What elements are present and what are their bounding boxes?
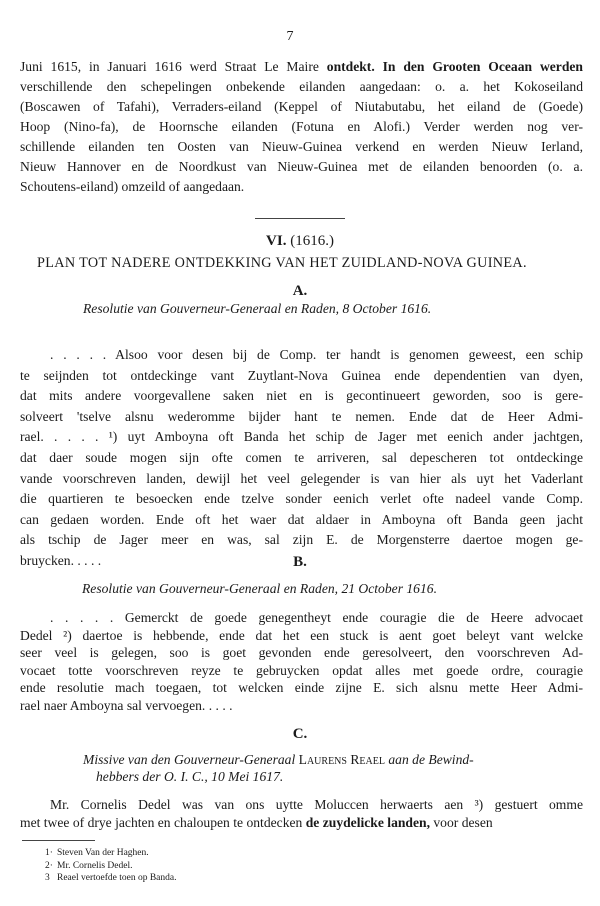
text-segment: met twee of drye jachten en chaloupen te ontdecken xyxy=(20,815,306,830)
part-a-source: Resolutie van Gouverneur-Generaal en Raden, 8 October 1616. xyxy=(83,301,432,316)
text-line: Schoutens-eiland) omzeild of aangedaan. xyxy=(20,179,245,194)
part-b-source: Resolutie van Gouverneur-Generaal en Raden, 21 October 1616. xyxy=(82,581,437,596)
footnote-2 xyxy=(45,860,177,873)
intro-paragraph xyxy=(20,57,583,197)
footnote-text: Mr. Cornelis Dedel. xyxy=(57,860,133,871)
section-heading xyxy=(0,233,600,250)
text-line: Nieuw Hannover en de Noordkust van Nieuw-Guinea met de eilanden benoorden (o. a. xyxy=(20,159,583,174)
source-text: Missive van den Gouverneur-Generaal xyxy=(83,752,299,767)
text-line: rael. . . . . ¹) uyt Amboyna oft Banda het schip de Jager met eenich ander jachtgen, xyxy=(20,429,583,445)
bold-text: ontdekt. In den Grooten Oceaan werden xyxy=(326,59,583,74)
section-year: (1616.) xyxy=(290,233,334,249)
footnote-text: Steven Van der Haghen. xyxy=(57,848,149,858)
footnote-3 xyxy=(45,872,177,885)
part-b-letter: B. xyxy=(293,554,307,570)
part-c-letter: C. xyxy=(292,726,308,742)
footnote-number: 1· xyxy=(45,848,53,858)
text-line: Hoop (Nino-fa), de Hoornsche eilanden (Fotuna en Alofi.) Verder werden nog ver- xyxy=(20,119,583,134)
text-line: rael naer Amboyna sal vervoegen. . . . . xyxy=(20,697,233,713)
footnotes xyxy=(45,847,177,885)
text-line: Dedel ²) daertoe is hebbende, ende dat het een stuck is aent goet beleyt vant welcke xyxy=(20,627,583,643)
part-a-paragraph xyxy=(20,345,583,572)
footnote-number: 3 xyxy=(45,873,50,884)
part-b-paragraph xyxy=(20,609,583,715)
text-segment: voor desen xyxy=(429,815,493,830)
text-line: schillende eilanden ten Oosten van Nieuw-Guinea verkend en werden Nieuw Ierland, xyxy=(20,139,583,154)
page-number: 7 xyxy=(286,29,294,44)
part-c-source-line-1 xyxy=(83,752,474,768)
part-c-paragraph xyxy=(20,796,583,832)
footnote-1 xyxy=(45,847,177,860)
text-line: vande voorschreven landen, dewijl het veel gelegender is van hier als uyt het Vaderlant xyxy=(20,470,583,486)
source-text: aan de Bewind- xyxy=(384,752,474,767)
footnote-divider xyxy=(22,840,95,841)
text-line: can gedaen worden. Ende oft het waer dat aldaer in Amboyna oft Banda geen jacht xyxy=(20,511,583,527)
text-line: ende resolutie mach toegaen, tot welcken einde zijne E. sich alsnu mette Heer Admi- xyxy=(20,680,583,696)
text-line: (Boscawen of Tafahi), Verraders-eiland (Keppel of Niutabutabu, het eiland de (Goede) xyxy=(20,99,583,114)
text-line: . . . . . Alsoo voor desen bij de Comp. ter handt is genomen geweest, een schip xyxy=(50,347,583,362)
bold-text: de zuydelicke landen, xyxy=(305,815,430,830)
text-line: verschillende den schepelingen onbekende eilanden aangedaan: o. a. het Kokoseiland xyxy=(20,79,583,94)
part-a-letter: A. xyxy=(292,283,308,299)
text-line: die quartieren te besoecken ende tzelve sonder eenich verlet ofte nadeel vande Comp. xyxy=(20,491,583,507)
section-title: PLAN TOT NADERE ONTDEKKING VAN HET ZUIDLAND-NOVA GUINEA. xyxy=(37,255,527,271)
text-line xyxy=(20,57,583,77)
text-line: seer veel is gelegen, soo is goet gevonden ende geresolveert, den voorschreven Ad- xyxy=(20,645,583,661)
text-line: Mr. Cornelis Dedel was van ons uytte Moluccen herwaerts aen ³) gestuert omme xyxy=(50,797,583,812)
text-segment: Juni 1615, in Januari 1616 werd Straat Le Maire xyxy=(20,59,327,74)
text-line: . . . . . Gemerckt de goede genegentheyt ende couragie die de Heere advocaet xyxy=(50,610,583,625)
section-divider xyxy=(255,218,345,219)
part-c-source-line-2: hebbers der O. I. C., 10 Mei 1617. xyxy=(96,769,284,784)
text-line: dat mits andere voorgevallene saken niet en is gecontinueert geworden, soo is gere- xyxy=(20,388,583,404)
text-line: te seijnden tot ontdeckinge vant Zuytlant-Nova Guinea ende dependentien van dyen, xyxy=(20,367,583,383)
footnote-number: 2· xyxy=(45,860,53,871)
text-line xyxy=(20,814,583,832)
text-line: dat daer soude mogen sijn ofte comen te arriveren, sal depescheren tot ontdeckinge xyxy=(20,449,583,465)
source-name: Laurens Reael xyxy=(298,752,385,767)
text-line: vocaet totte voorschreven reyze te gebruycken opdat alles met goede ordre, couragie xyxy=(20,662,583,678)
footnote-text: Reael vertoefde toen op Banda. xyxy=(57,873,177,884)
text-line: als tschip de Jager meer en was, sal zijn E. de Morgensterre daertoe mogen ge- xyxy=(20,532,583,548)
text-line: solveert 'tselve alsnu wederomme bijder hant te nemen. Ende dat de Heer Admi- xyxy=(20,408,583,424)
section-number: VI. xyxy=(266,233,287,249)
text-line: bruycken. . . . . xyxy=(20,552,102,568)
